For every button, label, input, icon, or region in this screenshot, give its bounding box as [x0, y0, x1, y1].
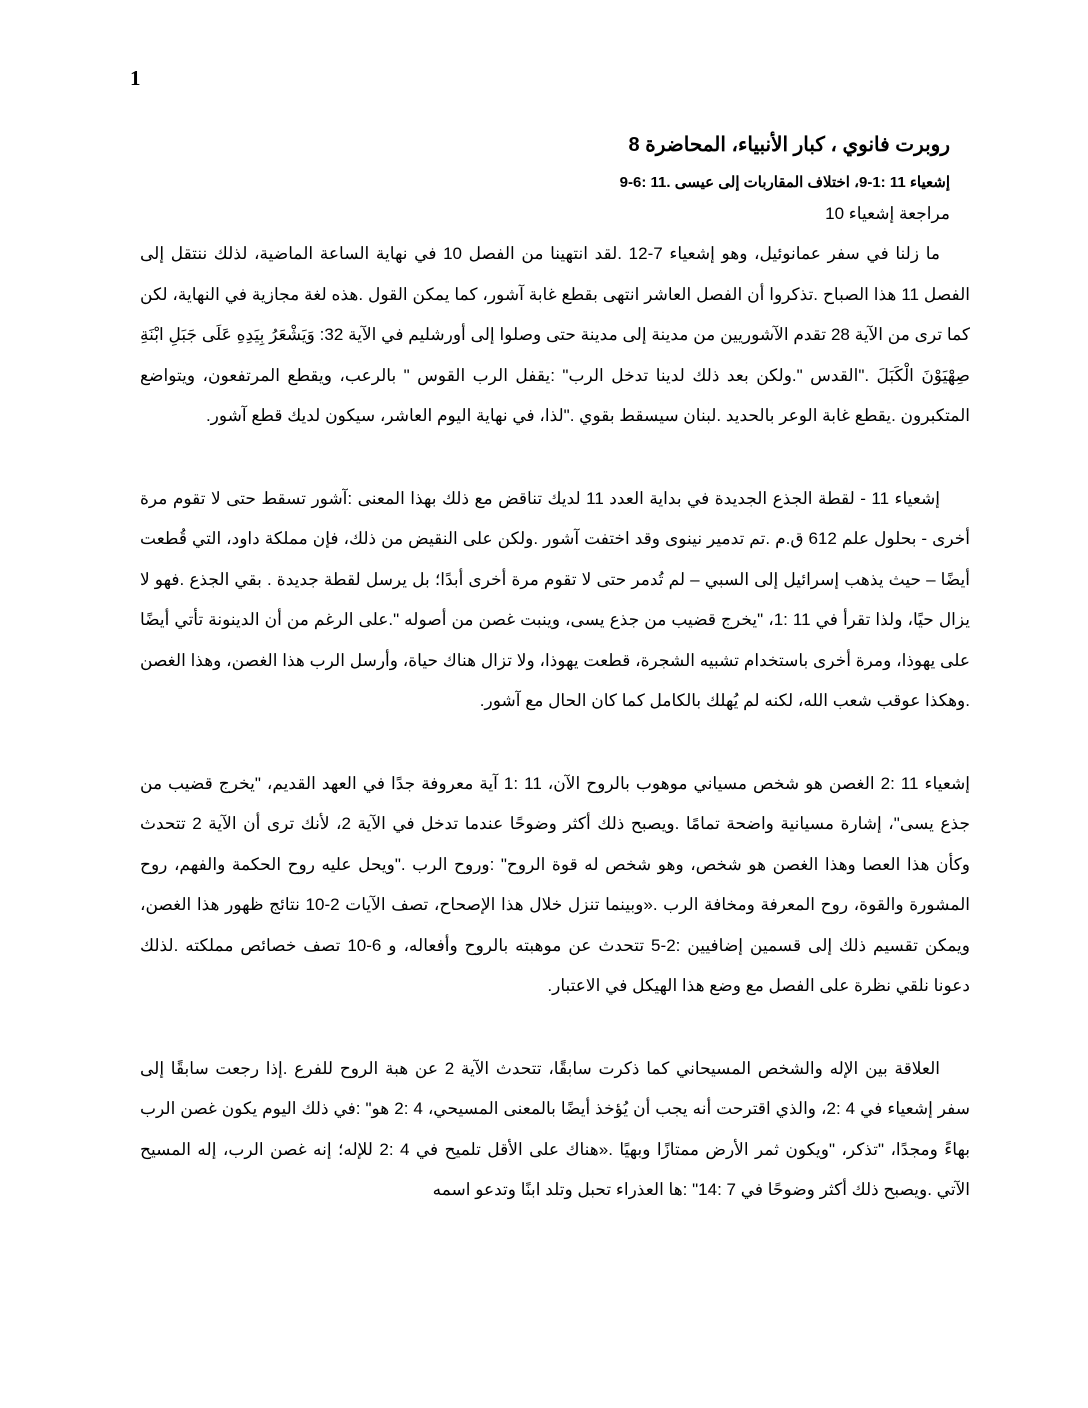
spacer [140, 1007, 970, 1049]
paragraph-3: إشعياء 11 :2 الغصن هو شخص مسياني موهوب بالروح الآن، 11 :1 آية معروفة جدًا في العهد القديم، "يخرج قضيب من جذع يسى"، إشارة مسيانية واضحة تمامًا .ويصبح ذلك أكثر وضوحًا عندما تدخل في الآية 2، لأنك ترى أن الآية 2 تتحدث وكأن هذا العصا وهذا الغصن هو شخص، وهو شخص له قوة الروح" :وروح الرب ."ويحل عليه روح الحكمة والفهم، روح المشورة والقوة، روح المعرفة ومخافة الرب .«وبينما تنزل خلال هذا الإصحاح، تصف الآيات 2-10 نتائج ظهور هذا الغصن، ويمكن تقسيم ذلك إلى قسمين إضافيين :2-5 تتحدث عن موهبته بالروح وأفعاله، و 6-10 تصف خصائص مملكته .لذلك دعونا نلقي نظرة على الفصل مع وضع هذا الهيكل في الاعتبار. [140, 773, 970, 995]
document-title: روبرت فانوي ، كبار الأنبياء، المحاضرة 8 [628, 134, 950, 156]
paragraph-1: ما زلنا في سفر عمانوئيل، وهو إشعياء 7-12 .لقد انتهينا من الفصل 10 في نهاية الساعة الماضية، لذلك ننتقل إلى الفصل 11 هذا الصباح .تذكروا أن الفصل العاشر انتهى بقطع غابة آشور، كما يمكن القول .هذه لغة مجازية في النهاية، لكن كما ترى من الآية 28 تقدم الآشوريين من مدينة إلى مدينة حتى وصلوا إلى أورشليم في الآية 32: وَيَشْعَرُ بِيَدِهِ عَلَى جَبَلِ ابْنَةِ صِهْيَوْنَ الْكَبَلَ ."القدس ".ولكن بعد ذلك لدينا تدخل الرب" :يقفل الرب القوس " بالرعب، ويقطع المرتفعون، ويتواضع المتكبرون .يقطع غابة الوعر بالحديد .لبنان سيسقط بقوي ."لذا، في نهاية اليوم العاشر، سيكون لديك قطع آشور. [140, 244, 971, 425]
section-heading: مراجعة إشعياء 10 [825, 204, 950, 223]
paragraph-4: العلاقة بين الإله والشخص المسيحاني كما ذكرت سابقًا، تتحدث الآية 2 عن هبة الروح للفرع .إذا رجعت سابقًا إلى سفر إشعياء في 4 :2، والذي اقترحت أنه يجب أن يُؤخذ أيضًا بالمعنى المسيحي، 4 :2 هو" :في ذلك اليوم يكون غصن الرب بهاءً ومجدًا، "تذكر، "ويكون ثمر الأرض ممتازًا وبهيًا .«هناك على الأقل تلميح في 4 :2 للإله؛ إنه غصن الرب، إله المسيح الآتي .ويصبح ذلك أكثر وضوحًا في 7 :14" :ها العذراء تحبل وتلد ابنًا وتدعو اسمه [140, 1058, 971, 1199]
spacer [140, 722, 970, 764]
page-number: 1 [130, 66, 141, 90]
document-body [140, 128, 970, 1211]
spacer [140, 437, 970, 479]
paragraph-2: إشعياء 11 - لقطة الجذع الجديدة في بداية العدد 11 لديك تناقض مع ذلك بهذا المعنى :آشور تسقط حتى لا تقوم مرة أخرى - بحلول علم 612 ق.م .تم تدمير نينوى وقد اختفت آشور .ولكن على النقيض من ذلك، فإن مملكة داود، التي قُطعت أيضًا – حيث يذهب إسرائيل إلى السبي – لم تُدمر حتى لا تقوم مرة أخرى أبدًا؛ بل يرسل لقطة جديدة . بقي الجذع .فهو لا يزال حيًا، ولذا تقرأ في 11 :1، "يخرج قضيب من جذع يسى، وينبت غصن من أصوله ".على الرغم من أن الدينونة تأتي أيضًا على يهوذا، ومرة أخرى باستخدام تشبيه الشجرة، قطعت يهوذا، ولا تزال هناك حياة، وأرسل الرب هذا الغصن، وهذا الغصن .وهكذا عوقب شعب الله، لكنه لم يُهلك بالكامل كما كان الحال مع آشور. [140, 488, 971, 710]
document-subtitle: إشعياء 11 :1-9، اختلاف المقاربات إلى عيسى .11 :6-9 [619, 174, 950, 191]
